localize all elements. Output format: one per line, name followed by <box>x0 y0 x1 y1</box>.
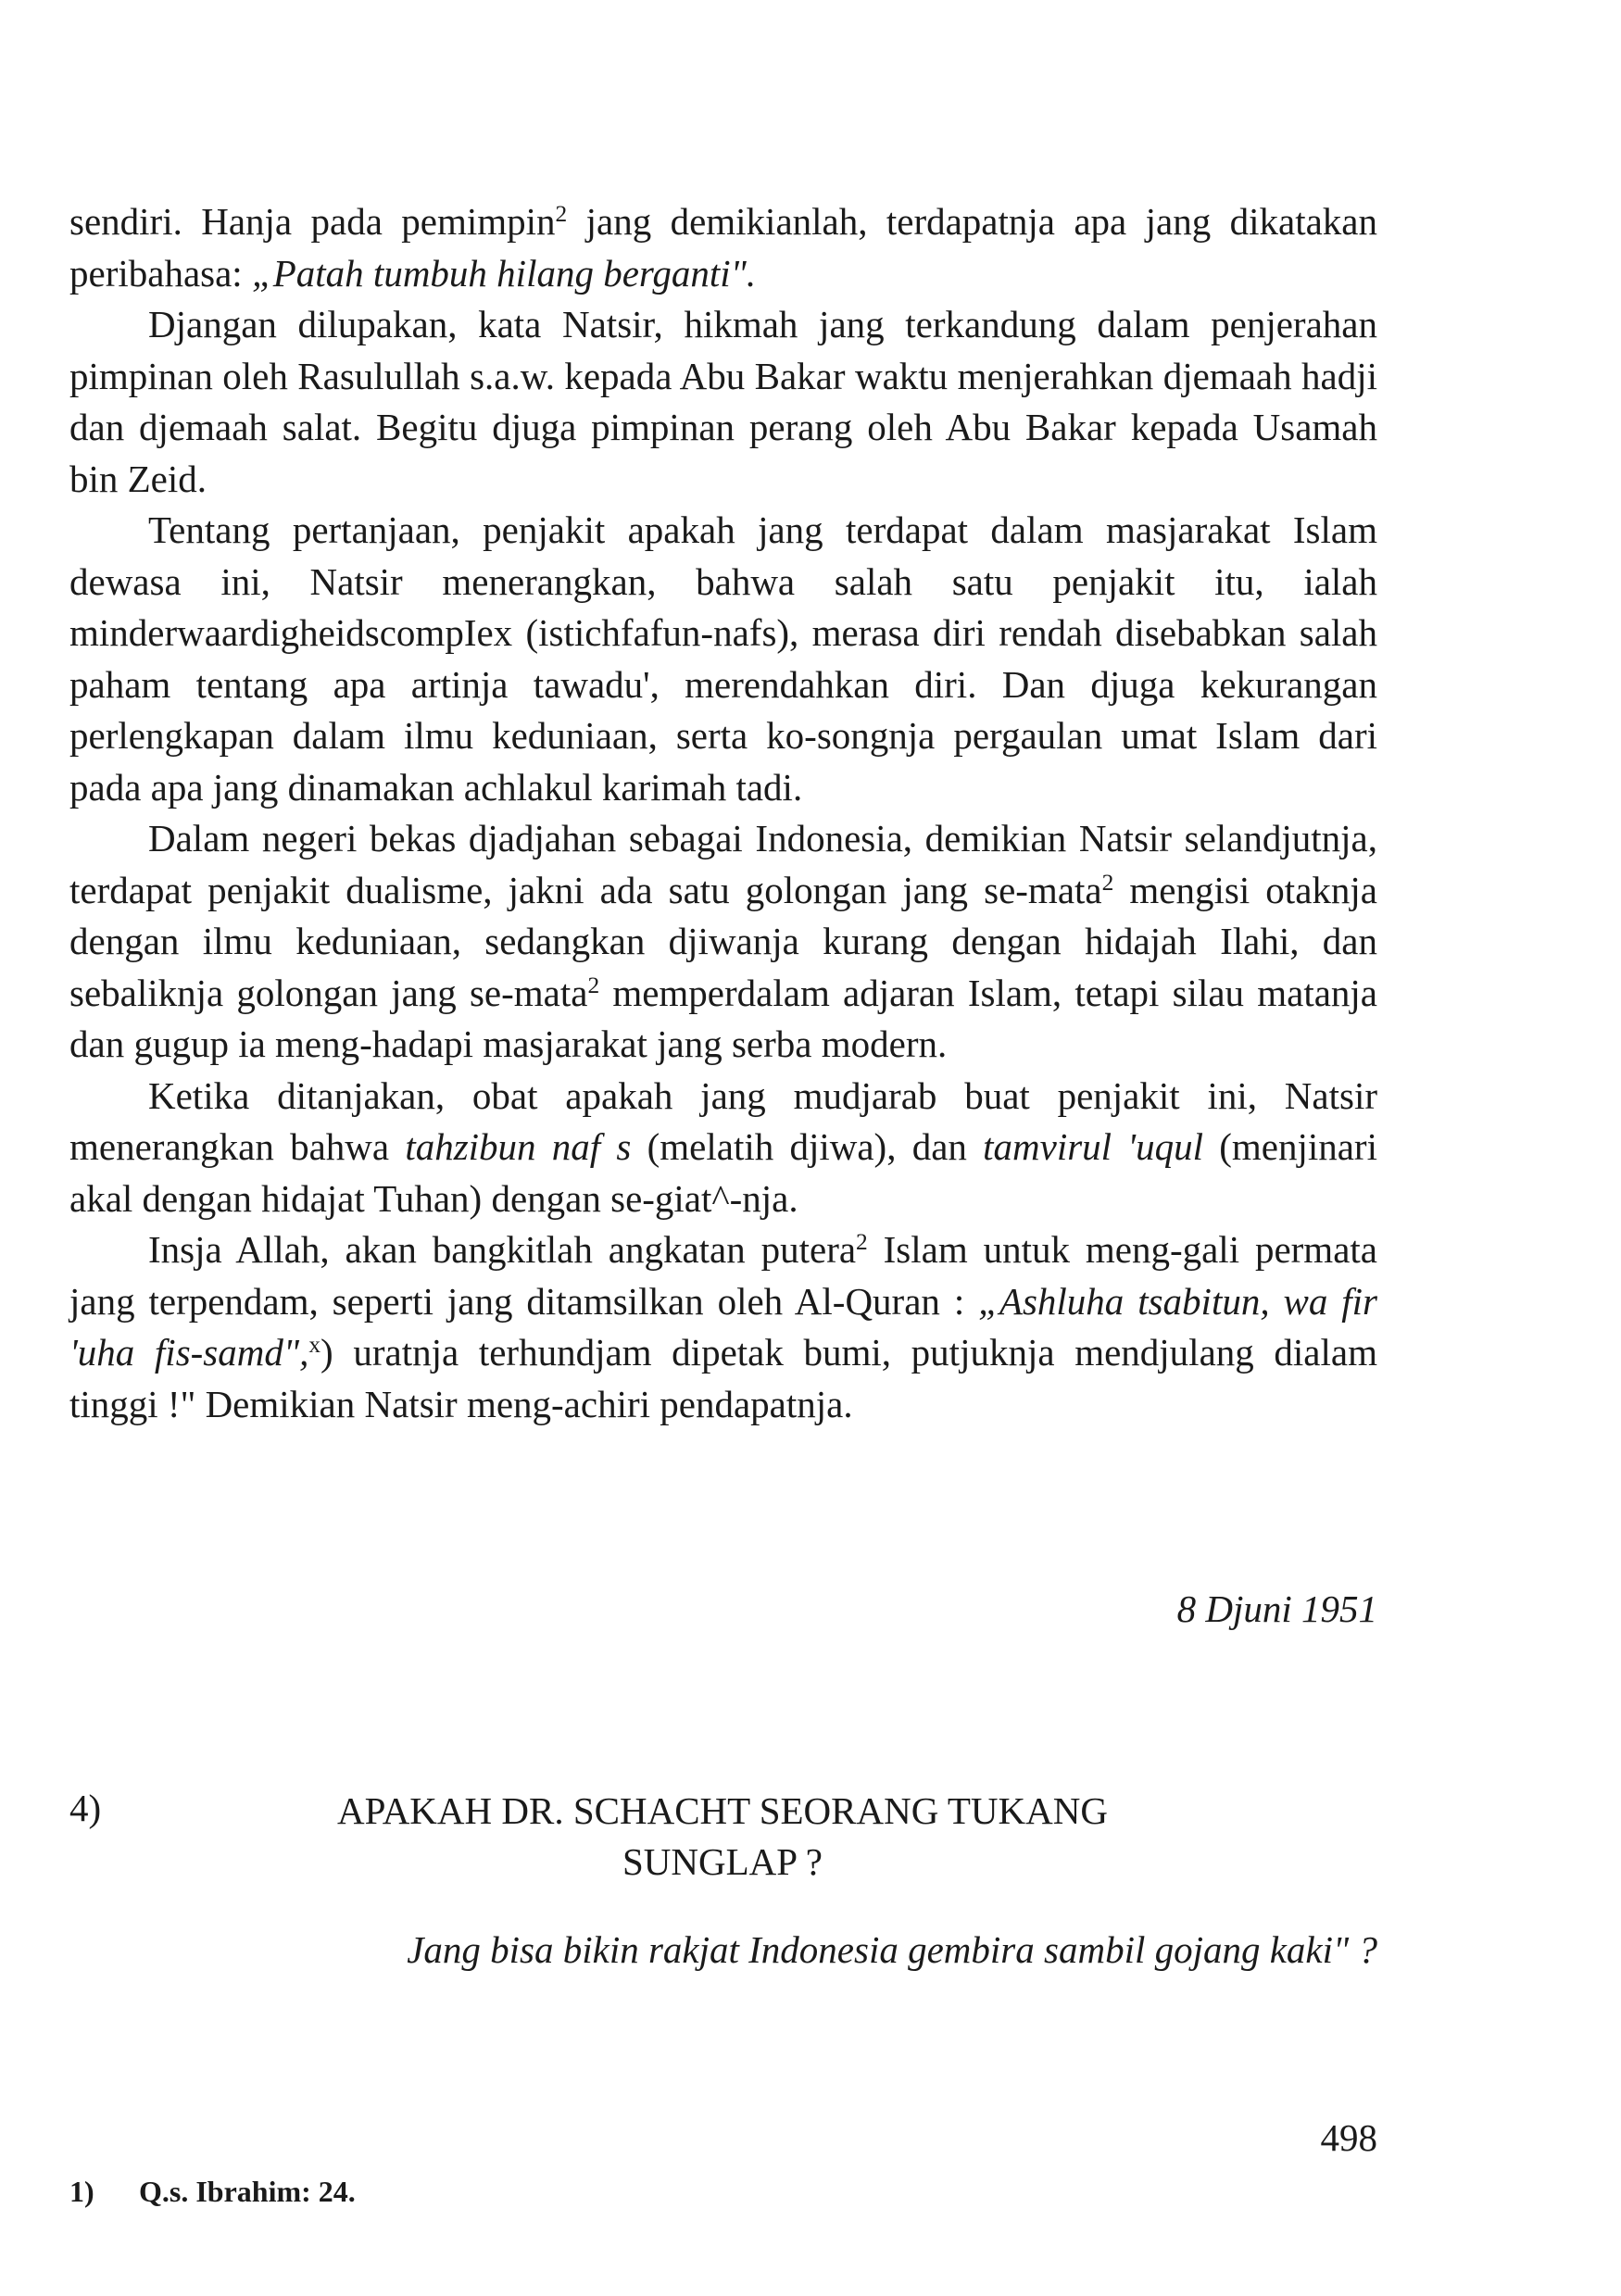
paragraph-6 <box>69 1224 1377 1430</box>
text-run: ) uratnja terhundjam dipetak bumi, putjuknja mendjulang dialam tinggi !" Demikian Natsir meng-achiri pendapatnja. <box>69 1331 1377 1425</box>
body-text <box>69 196 1377 1430</box>
section-title-line-1: APAKAH DR. SCHACHT SEORANG TUKANG <box>337 1789 1108 1832</box>
footnote <box>69 2175 356 2209</box>
superscript-2: 2 <box>856 1229 868 1256</box>
text-run: Ketika ditanjakan, obat apakah jang mudjarab buat penjakit ini, Natsir menerangkan bahwa <box>69 1073 1377 1168</box>
text-run: mengisi otaknja dengan ilmu keduniaan, sedangkan djiwanja kurang dengan hidajah Ilahi, dan sebaliknja golongan jang se-mata <box>69 868 1377 1014</box>
italic-term: tahzibun naf s <box>405 1125 632 1168</box>
paragraph-2: Djangan dilupakan, kata Natsir, hikmah jang terkandung dalam penjerahan pimpinan oleh Rasulullah s.a.w. kepada Abu Bakar waktu menjerahkan djemaah hadji dan djemaah salat. Begitu djuga pimpinan perang oleh Abu Bakar kepada Usamah bin Zeid. <box>69 303 1377 500</box>
footnote-text: Q.s. Ibrahim: 24. <box>139 2175 356 2208</box>
text-run: memperdalam adjaran Islam, tetapi silau matanja dan gugup ia meng-hadapi masjarakat jang serba modern. <box>69 971 1377 1065</box>
paragraph-5 <box>69 1071 1377 1225</box>
footnote-mark: 1) <box>69 2175 94 2208</box>
superscript-2: 2 <box>555 201 568 228</box>
section-subtitle: Jang bisa bikin rakjat Indonesia gembira sambil gojang kaki" ? <box>407 1928 1377 1971</box>
text-run: sendiri. Hanja pada pemimpin <box>69 200 556 243</box>
text-run: Islam untuk meng-gali permata jang terpendam, seperti jang ditamsilkan oleh Al-Quran : <box>69 1228 1377 1323</box>
section-title-line-2: SUNGLAP ? <box>622 1840 823 1883</box>
text-run: (melatih djiwa), dan <box>631 1125 984 1168</box>
paragraph-3: Tentang pertanjaan, penjakit apakah jang terdapat dalam masjarakat Islam dewasa ini, Natsir menerangkan, bahwa salah satu penjakit itu, ialah minderwaardigheidscompIex (istichfafun-nafs), merasa diri rendah disebabkan salah paham tentang apa artinja tawadu', merendahkan diri. Dan djuga kekurangan perlengkapan dalam ilmu keduniaan, serta ko-songnja pergaulan umat Islam dari pada apa jang dinamakan achlakul karimah tadi. <box>69 508 1377 809</box>
paragraph-1 <box>69 196 1377 299</box>
page-number: 498 <box>1320 2116 1377 2159</box>
proverb-quote: „Patah tumbuh hilang berganti". <box>251 251 757 295</box>
text-run: Insja Allah, akan bangkitlah angkatan putera <box>148 1228 857 1271</box>
section-title <box>287 1786 1158 1888</box>
superscript-2: 2 <box>1101 869 1114 896</box>
footnote-ref: x <box>308 1332 321 1359</box>
text-run: Dalam negeri bekas djadjahan sebagai Indonesia, demikian Natsir selandjutnja, terdapat penjakit dualisme, jakni ada satu golongan jang se-mata <box>69 817 1377 911</box>
text-run: (menjinari akal dengan hidajat Tuhan) dengan se-giat^-nja. <box>69 1125 1377 1220</box>
section-number: 4) <box>69 1787 102 1829</box>
italic-term: tamvirul 'uqul <box>983 1125 1203 1168</box>
superscript-2: 2 <box>587 972 600 998</box>
quran-quote: „Ashluha tsabitun, wa fir 'uha fis-samd", <box>69 1279 1377 1374</box>
article-date: 8 Djuni 1951 <box>1176 1587 1377 1630</box>
paragraph-4 <box>69 813 1377 1071</box>
text-run: jang demikianlah, terdapatnja apa jang dikatakan peribahasa: <box>69 200 1377 295</box>
